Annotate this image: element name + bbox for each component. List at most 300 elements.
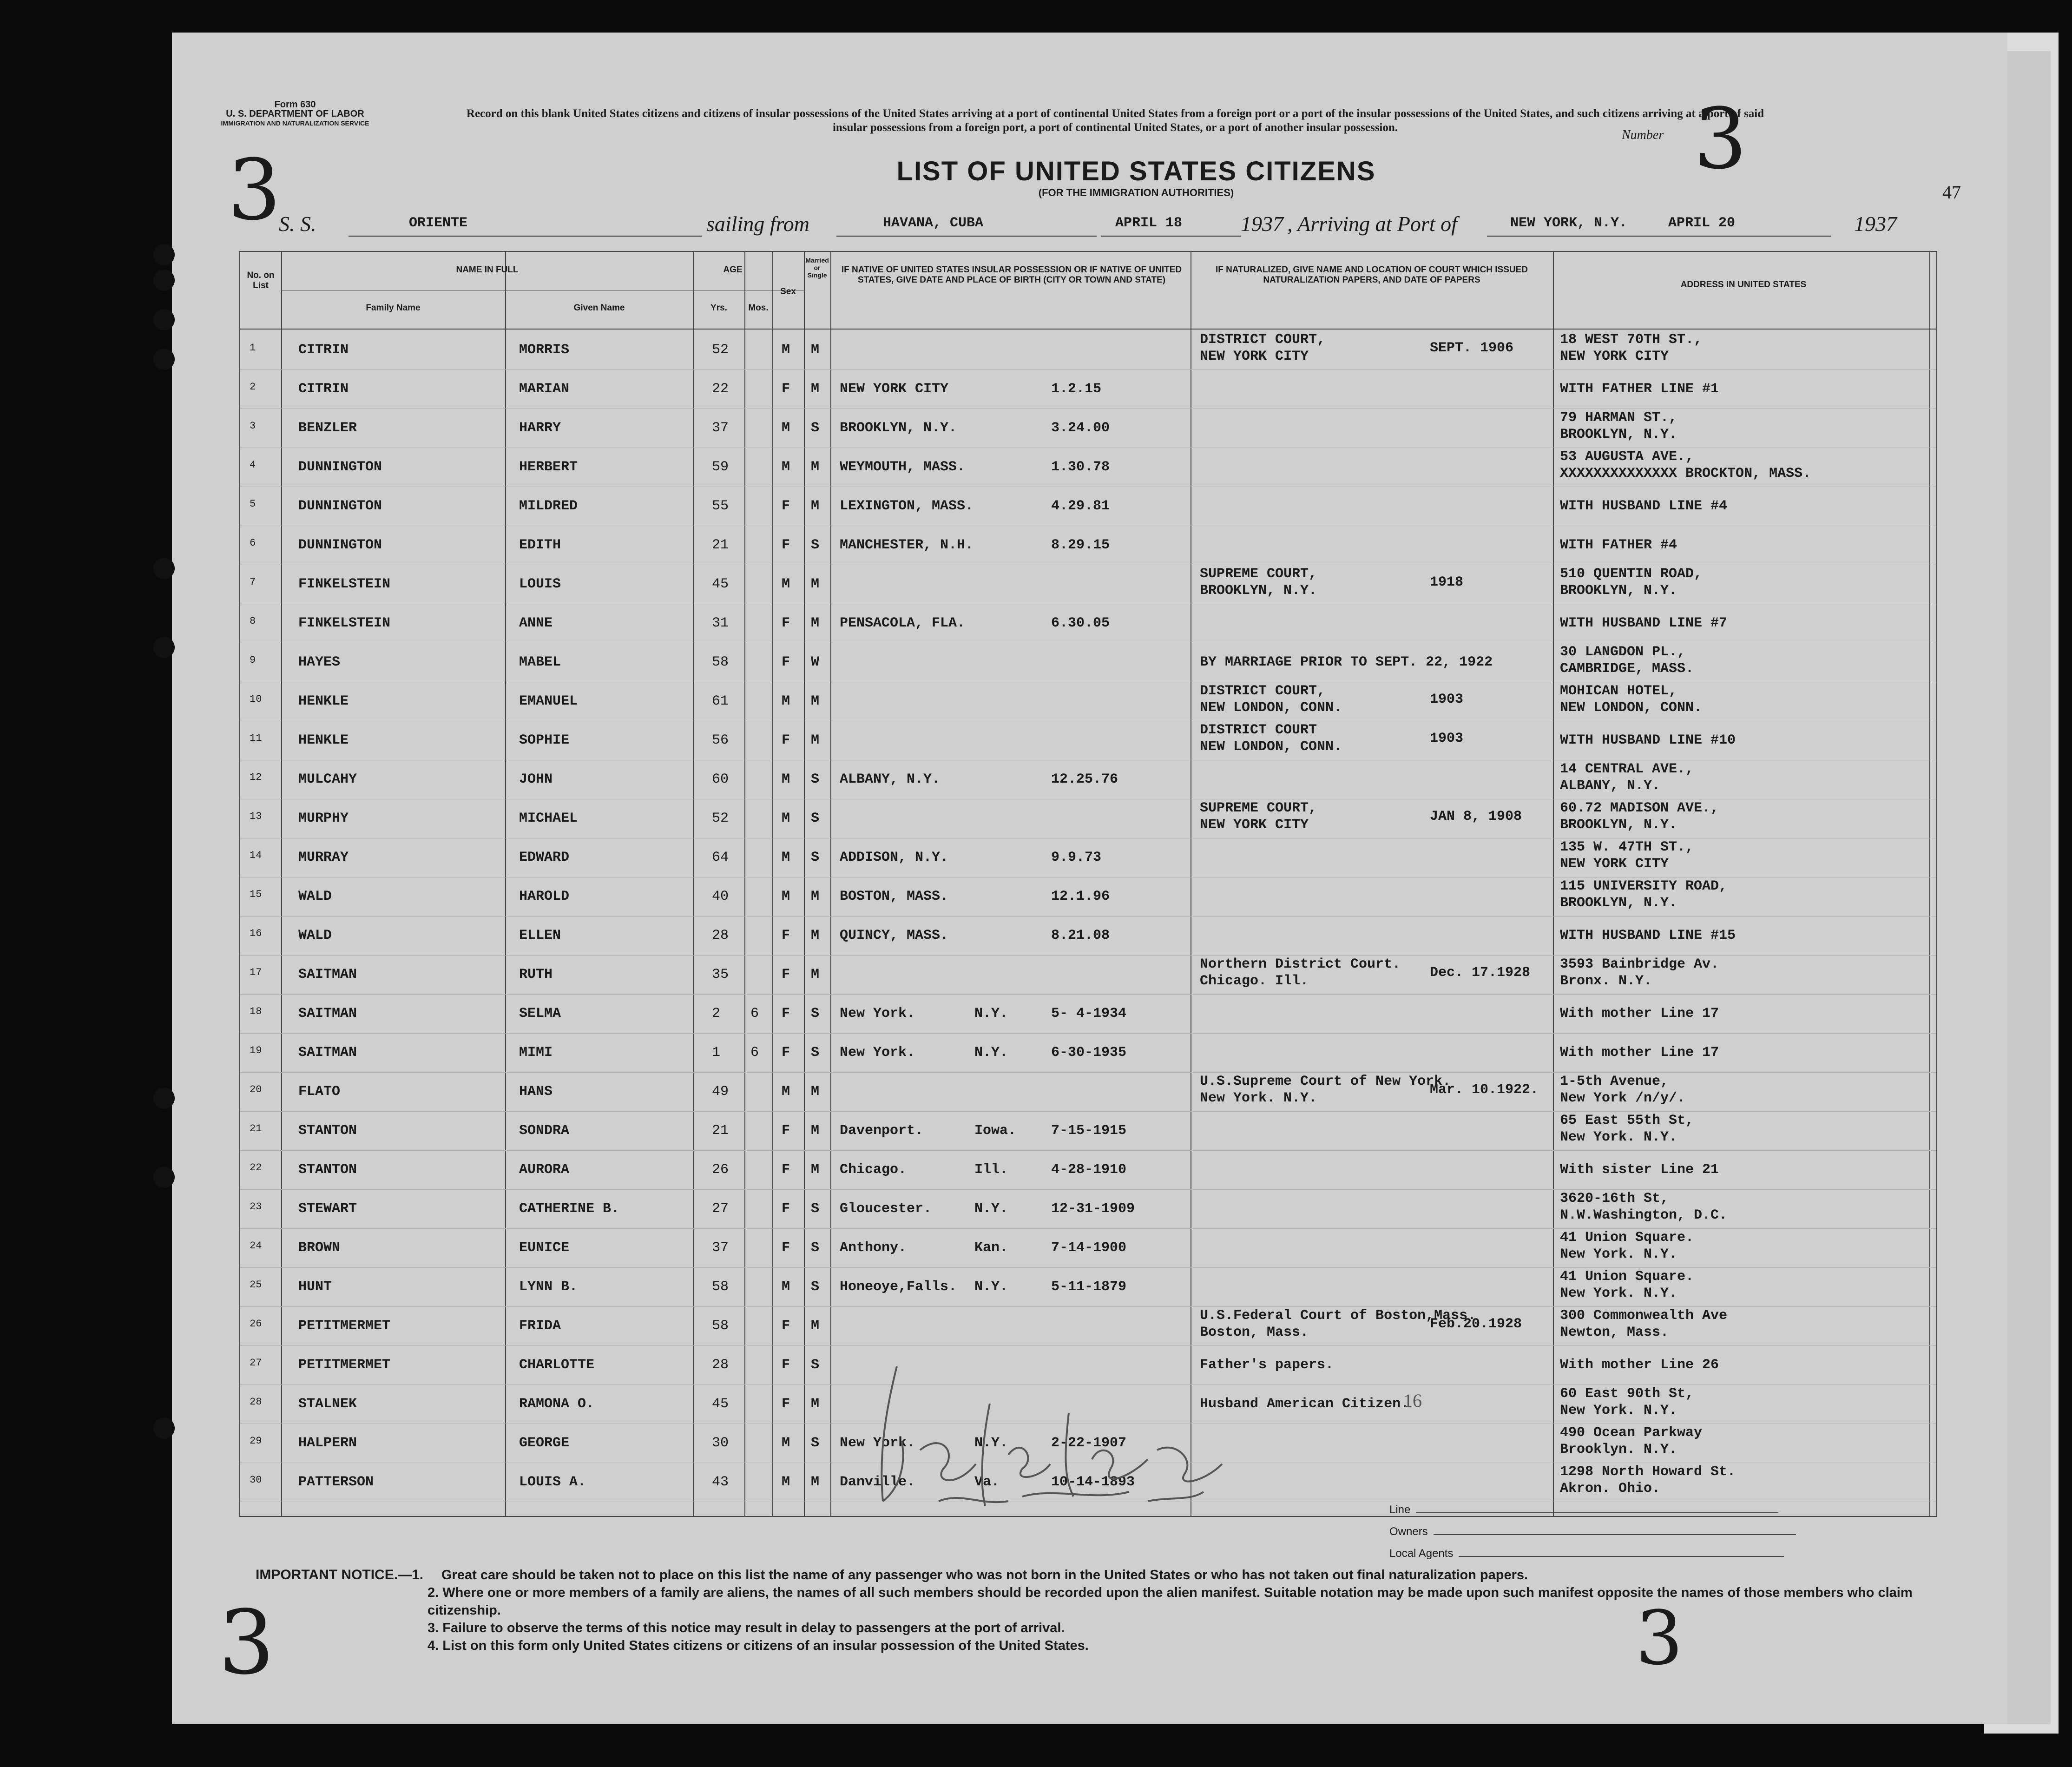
cell-sex: M	[782, 693, 790, 709]
cell-given: EUNICE	[519, 1240, 570, 1256]
cell-no: 6	[250, 537, 256, 549]
table-row	[240, 604, 1936, 641]
cell-given: HAROLD	[519, 889, 570, 904]
cell-court1: Husband American Citizen.	[1200, 1396, 1409, 1412]
cell-family: SAITMAN	[298, 967, 357, 982]
table-row	[240, 1112, 1936, 1149]
cell-ms: S	[811, 1240, 820, 1256]
cell-ms: S	[811, 1045, 820, 1061]
table-row	[240, 370, 1936, 407]
owners-label: Owners	[1389, 1525, 1428, 1538]
cell-birth-state: N.Y.	[974, 1201, 1008, 1217]
cell-court1: U.S.Federal Court of Boston,Mass.	[1200, 1308, 1476, 1324]
cell-no: 19	[250, 1045, 262, 1056]
cell-given: SELMA	[519, 1006, 561, 1022]
cell-family: WALD	[298, 889, 332, 904]
cell-yrs: 40	[712, 889, 729, 904]
cell-addr1: With mother Line 17	[1560, 1045, 1719, 1061]
cell-given: FRIDA	[519, 1318, 561, 1334]
cell-family: HALPERN	[298, 1435, 357, 1451]
cell-given: CATHERINE B.	[519, 1201, 620, 1217]
cell-court1: Northern District Court.	[1200, 956, 1401, 972]
arrive-date: APRIL 20	[1668, 215, 1736, 231]
cell-family: FLATO	[298, 1084, 341, 1100]
cell-yrs: 37	[712, 420, 729, 436]
cell-sex: M	[782, 850, 790, 865]
cell-ms: M	[811, 928, 820, 943]
cell-addr1: WITH FATHER LINE #1	[1560, 381, 1719, 397]
cell-no: 17	[250, 967, 262, 978]
cell-given: EDITH	[519, 537, 561, 553]
col-address: ADDRESS IN UNITED STATES	[1680, 280, 1807, 290]
cell-family: STALNEK	[298, 1396, 357, 1412]
cell-sex: F	[782, 732, 790, 748]
table-row	[240, 1034, 1936, 1071]
cell-birth-place: BOSTON, MASS.	[840, 889, 949, 904]
table-row	[240, 799, 1936, 837]
cell-ms: M	[811, 889, 820, 904]
cell-ms: M	[811, 1123, 820, 1139]
table-row	[240, 995, 1936, 1032]
cell-given: ANNE	[519, 615, 553, 631]
cell-no: 9	[250, 654, 256, 666]
cell-no: 8	[250, 615, 256, 627]
cell-birth-date: 7-14-1900	[1051, 1240, 1127, 1256]
cell-birth-place: Gloucester.	[840, 1201, 932, 1217]
cell-birth-date: 2-22-1907	[1051, 1435, 1127, 1451]
cell-court-date: JAN 8, 1908	[1430, 809, 1522, 824]
form-number	[218, 100, 372, 128]
cell-sex: F	[782, 1045, 790, 1061]
cell-court2: NEW YORK CITY	[1200, 349, 1309, 364]
cell-given: MORRIS	[519, 342, 570, 358]
cell-given: HANS	[519, 1084, 553, 1100]
cell-birth-date: 8.21.08	[1051, 928, 1110, 943]
cell-addr1: 65 East 55th St,	[1560, 1113, 1694, 1128]
col-naturalized: IF NATURALIZED, GIVE NAME AND LOCATION OF COURT WHICH ISSUED NATURALIZATION PAPERS, AND DATE OF PAPERS	[1215, 265, 1528, 285]
cell-court1: SUPREME COURT,	[1200, 566, 1317, 582]
cell-sex: F	[782, 615, 790, 631]
table-row	[240, 331, 1936, 368]
cell-addr2: NEW YORK CITY	[1560, 856, 1669, 872]
cell-family: DUNNINGTON	[298, 498, 382, 514]
cell-ms: M	[811, 1162, 820, 1178]
punch-hole	[153, 1418, 175, 1439]
cell-sex: M	[782, 459, 790, 475]
cell-birth-date: 8.29.15	[1051, 537, 1110, 553]
document-title: LIST OF UNITED STATES CITIZENS	[896, 156, 1376, 186]
cell-birth-date: 7-15-1915	[1051, 1123, 1127, 1139]
cell-ms: S	[811, 811, 820, 826]
cell-addr1: 1298 North Howard St.	[1560, 1464, 1736, 1480]
table-row	[240, 1073, 1936, 1110]
cell-birth-place: Danville.	[840, 1474, 915, 1490]
cell-given: JOHN	[519, 771, 553, 787]
punch-hole	[153, 244, 175, 265]
cell-no: 26	[250, 1318, 262, 1330]
cell-addr2: CAMBRIDGE, MASS.	[1560, 661, 1694, 677]
cell-mos: 6	[750, 1045, 759, 1061]
cell-sex: M	[782, 420, 790, 436]
cell-no: 13	[250, 811, 262, 822]
port-from: HAVANA, CUBA	[883, 215, 984, 231]
cell-sex: M	[782, 1084, 790, 1100]
cell-addr2: New York. N.Y.	[1560, 1403, 1677, 1418]
depart-date: APRIL 18	[1115, 215, 1183, 231]
cell-sex: M	[782, 1279, 790, 1295]
cell-family: MULCAHY	[298, 771, 357, 787]
cell-no: 7	[250, 576, 256, 588]
cell-yrs: 52	[712, 342, 729, 358]
cell-no: 11	[250, 732, 262, 744]
cell-yrs: 59	[712, 459, 729, 475]
cell-addr1: WITH FATHER #4	[1560, 537, 1677, 553]
cell-court-date: 1903	[1430, 692, 1464, 707]
cell-addr1: With mother Line 17	[1560, 1006, 1719, 1022]
cell-sex: F	[782, 1357, 790, 1373]
cell-no: 12	[250, 771, 262, 783]
cell-family: HENKLE	[298, 732, 349, 748]
col-family: Family Name	[366, 303, 421, 313]
cell-birth-place: New York.	[840, 1006, 915, 1022]
sailing-label: sailing from	[706, 212, 809, 236]
cell-no: 29	[250, 1435, 262, 1447]
cell-no: 25	[250, 1279, 262, 1291]
table-row	[240, 487, 1936, 524]
table-row	[240, 760, 1936, 798]
cell-given: MILDRED	[519, 498, 578, 514]
cell-yrs: 1	[712, 1045, 721, 1061]
cell-yrs: 56	[712, 732, 729, 748]
cell-given: RAMONA O.	[519, 1396, 595, 1412]
cell-sex: F	[782, 1006, 790, 1022]
cell-court1: DISTRICT COURT,	[1200, 683, 1326, 699]
cell-ms: M	[811, 1396, 820, 1412]
cell-family: MURPHY	[298, 811, 349, 826]
cell-addr1: 60.72 MADISON AVE.,	[1560, 800, 1719, 816]
cell-birth-state: Ill.	[974, 1162, 1008, 1178]
cell-addr2: N.W.Washington, D.C.	[1560, 1207, 1728, 1223]
cell-addr1: WITH HUSBAND LINE #10	[1560, 732, 1736, 748]
owners-underline	[1434, 1534, 1796, 1535]
cell-court-date: SEPT. 1906	[1430, 340, 1514, 356]
cell-sex: M	[782, 771, 790, 787]
cell-ms: S	[811, 771, 820, 787]
punch-hole	[153, 558, 175, 579]
cell-no: 10	[250, 693, 262, 705]
cell-birth-place: ADDISON, N.Y.	[840, 850, 949, 865]
cell-ms: S	[811, 1357, 820, 1373]
cell-sex: F	[782, 1162, 790, 1178]
cell-yrs: 27	[712, 1201, 729, 1217]
cell-family: PETITMERMET	[298, 1318, 391, 1334]
col-age: AGE	[723, 265, 743, 275]
cell-ms: S	[811, 537, 820, 553]
cell-yrs: 21	[712, 1123, 729, 1139]
cell-addr2: BROOKLYN, N.Y.	[1560, 817, 1677, 833]
cell-court2: NEW LONDON, CONN.	[1200, 739, 1342, 755]
col-no: No. on List	[247, 270, 275, 290]
cell-court-date: 1903	[1430, 731, 1464, 746]
cell-addr2: Newton, Mass.	[1560, 1325, 1669, 1340]
cell-ms: S	[811, 1279, 820, 1295]
cell-given: RUTH	[519, 967, 553, 982]
cell-ms: M	[811, 342, 820, 358]
date-underline	[1101, 236, 1241, 237]
header-bottom-rule	[240, 329, 1936, 330]
cell-court1: BY MARRIAGE PRIOR TO SEPT. 22, 1922	[1200, 654, 1493, 670]
cell-ms: M	[811, 381, 820, 397]
stamp-number: 16	[1403, 1390, 1422, 1411]
cell-ms: S	[811, 850, 820, 865]
cell-given: SOPHIE	[519, 732, 570, 748]
arrive-year: 1937	[1854, 212, 1897, 236]
cell-birth-place: Chicago.	[840, 1162, 907, 1178]
instruction-notice: Record on this blank United States citizens and citizens of insular possessions of the United States arriving at a port of continental United States from a foreign port or a port of the insular possessions of the United States, and such citizens arriving at a port of said insular possessions from a foreign port, a port of continental United States, or a port of another insular possession.	[466, 107, 1764, 134]
cell-birth-place: BROOKLYN, N.Y.	[840, 420, 957, 436]
from-underline	[836, 236, 1097, 237]
cell-yrs: 37	[712, 1240, 729, 1256]
cell-no: 23	[250, 1201, 262, 1213]
cell-no: 30	[250, 1474, 262, 1486]
cell-birth-state: N.Y.	[974, 1435, 1008, 1451]
line-label: Line	[1389, 1503, 1411, 1516]
agents-underline	[1459, 1556, 1784, 1557]
cell-addr1: 135 W. 47TH ST.,	[1560, 839, 1694, 855]
cell-no: 21	[250, 1123, 262, 1134]
cell-addr1: MOHICAN HOTEL,	[1560, 683, 1677, 699]
cell-court1: DISTRICT COURT	[1200, 722, 1317, 738]
cell-yrs: 45	[712, 576, 729, 592]
table-row	[240, 643, 1936, 680]
department-text: U. S. DEPARTMENT OF LABOR	[226, 109, 364, 119]
cell-birth-place: New York.	[840, 1045, 915, 1061]
cell-addr1: 18 WEST 70TH ST.,	[1560, 332, 1703, 348]
cell-no: 2	[250, 381, 256, 393]
punch-hole	[153, 1088, 175, 1109]
cell-birth-place: PENSACOLA, FLA.	[840, 615, 966, 631]
cell-family: SAITMAN	[298, 1006, 357, 1022]
cell-court-date: Feb.20.1928	[1430, 1316, 1522, 1332]
cell-birth-date: 5-11-1879	[1051, 1279, 1127, 1295]
cell-family: CITRIN	[298, 342, 349, 358]
cell-ms: W	[811, 654, 820, 670]
cell-yrs: 2	[712, 1006, 721, 1022]
cell-yrs: 35	[712, 967, 729, 982]
cell-sex: M	[782, 889, 790, 904]
cell-family: CITRIN	[298, 381, 349, 397]
cell-ms: M	[811, 1474, 820, 1490]
cell-family: FINKELSTEIN	[298, 615, 391, 631]
cell-yrs: 21	[712, 537, 729, 553]
cell-addr1: 53 AUGUSTA AVE.,	[1560, 449, 1694, 465]
table-row	[240, 409, 1936, 446]
punch-hole	[153, 309, 175, 330]
cell-court2: Boston, Mass.	[1200, 1325, 1309, 1340]
cell-sex: F	[782, 498, 790, 514]
cell-given: AURORA	[519, 1162, 570, 1178]
cell-family: STEWART	[298, 1201, 357, 1217]
punch-hole	[153, 1167, 175, 1188]
cell-addr1: 300 Commonwealth Ave	[1560, 1308, 1728, 1324]
cell-no: 14	[250, 850, 262, 861]
col-married: Married or Single	[805, 257, 829, 279]
cell-addr1: 41 Union Square.	[1560, 1230, 1694, 1246]
cell-given: EMANUEL	[519, 693, 578, 709]
cell-given: GEORGE	[519, 1435, 570, 1451]
cell-addr1: WITH HUSBAND LINE #7	[1560, 615, 1728, 631]
cell-birth-place: Davenport.	[840, 1123, 924, 1139]
col-birth: IF NATIVE OF UNITED STATES INSULAR POSSESSION OR IF NATIVE OF UNITED STATES, GIVE DATE AND PLACE OF BIRTH (CITY OR TOWN AND STATE)	[841, 265, 1182, 285]
cell-addr1: With mother Line 26	[1560, 1357, 1719, 1373]
cell-family: BROWN	[298, 1240, 341, 1256]
ss-label: S. S.	[279, 212, 316, 236]
col-given: Given Name	[573, 303, 625, 313]
cell-no: 18	[250, 1006, 262, 1017]
cell-birth-date: 4-28-1910	[1051, 1162, 1127, 1178]
arrive-underline	[1487, 236, 1831, 237]
cell-court-date: Dec. 17.1928	[1430, 965, 1531, 981]
cell-sex: F	[782, 1318, 790, 1334]
punch-hole	[153, 270, 175, 291]
cell-no: 20	[250, 1084, 262, 1095]
col-yrs: Yrs.	[710, 303, 727, 313]
cell-birth-date: 9.9.73	[1051, 850, 1102, 865]
cell-ms: M	[811, 693, 820, 709]
cell-sex: M	[782, 1435, 790, 1451]
cell-no: 3	[250, 420, 256, 432]
cell-sex: F	[782, 1123, 790, 1139]
notice-item-4: 4. List on this form only United States citizens or citizens of an insular possession of the United States.	[428, 1638, 1089, 1653]
cell-no: 1	[250, 342, 256, 354]
cell-addr2: NEW YORK CITY	[1560, 349, 1669, 364]
cell-yrs: 58	[712, 1279, 729, 1295]
cell-yrs: 28	[712, 928, 729, 943]
cell-birth-state: N.Y.	[974, 1279, 1008, 1295]
owners-field	[1389, 1521, 1796, 1543]
cell-sex: M	[782, 811, 790, 826]
table-row	[240, 682, 1936, 719]
table-row	[240, 1190, 1936, 1227]
cell-birth-date: 1.30.78	[1051, 459, 1110, 475]
cell-birth-date: 6-30-1935	[1051, 1045, 1127, 1061]
col-sex: Sex	[780, 287, 796, 297]
col-name-in-full: NAME IN FULL	[456, 265, 519, 275]
table-row	[240, 1151, 1936, 1188]
cell-addr1: 30 LANGDON PL.,	[1560, 644, 1686, 660]
cell-yrs: 28	[712, 1357, 729, 1373]
cell-yrs: 45	[712, 1396, 729, 1412]
cell-birth-date: 12-31-1909	[1051, 1201, 1135, 1217]
line-field	[1389, 1499, 1796, 1521]
col-mos: Mos.	[748, 303, 769, 313]
table-row	[240, 877, 1936, 915]
cell-birth-place: Anthony.	[840, 1240, 907, 1256]
cell-mos: 6	[750, 1006, 759, 1022]
cell-addr2: BROOKLYN, N.Y.	[1560, 427, 1677, 442]
cell-sex: M	[782, 1474, 790, 1490]
notice-heading: IMPORTANT NOTICE.—1.	[256, 1567, 424, 1582]
cell-addr2: New York /n/y/.	[1560, 1090, 1686, 1106]
cell-court2: NEW YORK CITY	[1200, 817, 1309, 833]
cell-birth-place: NEW YORK CITY	[840, 381, 949, 397]
cell-sex: M	[782, 342, 790, 358]
handwritten-signature	[869, 1348, 1287, 1524]
cell-ms: S	[811, 420, 820, 436]
notice-item-3: 3. Failure to observe the terms of this notice may result in delay to passengers at the port of arrival.	[428, 1621, 1065, 1635]
cell-court2: NEW LONDON, CONN.	[1200, 700, 1342, 716]
cell-sex: F	[782, 1396, 790, 1412]
cell-given: HERBERT	[519, 459, 578, 475]
cell-given: MICHAEL	[519, 811, 578, 826]
cell-yrs: 64	[712, 850, 729, 865]
cell-birth-date: 1.2.15	[1051, 381, 1102, 397]
cell-birth-state: Kan.	[974, 1240, 1008, 1256]
cell-addr1: 490 Ocean Parkway	[1560, 1425, 1703, 1441]
cell-given: LYNN B.	[519, 1279, 578, 1295]
cell-given: CHARLOTTE	[519, 1357, 595, 1373]
cell-addr2: ALBANY, N.Y.	[1560, 778, 1661, 794]
cell-court1: U.S.Supreme Court of New York.	[1200, 1074, 1451, 1089]
table-row	[240, 838, 1936, 876]
cell-no: 24	[250, 1240, 262, 1252]
cell-court-date: Mar. 10.1922.	[1430, 1082, 1539, 1098]
cell-birth-date: 12.25.76	[1051, 771, 1118, 787]
cell-addr2: Bronx. N.Y.	[1560, 973, 1652, 989]
cell-given: LOUIS	[519, 576, 561, 592]
ship-name: ORIENTE	[409, 215, 468, 231]
table-row	[240, 1307, 1936, 1344]
cell-addr2: New York. N.Y.	[1560, 1246, 1677, 1262]
cell-yrs: 22	[712, 381, 729, 397]
notice-item-2: 2. Where one or more members of a family are aliens, the names of all such members should be recorded upon the alien manifest. Suitable notation may be made upon such manifest opposite the names of those members who claim citizenship.	[428, 1585, 1913, 1618]
cell-given: ELLEN	[519, 928, 561, 943]
cell-no: 28	[250, 1396, 262, 1408]
number-label: Number	[1622, 128, 1664, 142]
cell-birth-date: 3.24.00	[1051, 420, 1110, 436]
punch-hole	[153, 349, 175, 370]
cell-ms: M	[811, 1084, 820, 1100]
cell-family: BENZLER	[298, 420, 357, 436]
cell-yrs: 58	[712, 654, 729, 670]
cell-given: SONDRA	[519, 1123, 570, 1139]
cell-given: EDWARD	[519, 850, 570, 865]
cell-addr1: With sister Line 21	[1560, 1162, 1719, 1178]
cell-yrs: 43	[712, 1474, 729, 1490]
cell-birth-place: Honeoye,Falls.	[840, 1279, 957, 1295]
cell-family: HAYES	[298, 654, 341, 670]
cell-addr2: XXXXXXXXXXXXXX BROCKTON, MASS.	[1560, 466, 1811, 481]
cell-addr1: WITH HUSBAND LINE #15	[1560, 928, 1736, 943]
cell-addr1: 510 QUENTIN ROAD,	[1560, 566, 1703, 582]
cell-given: LOUIS A.	[519, 1474, 586, 1490]
cell-addr1: 3593 Bainbridge Av.	[1560, 956, 1719, 972]
cell-birth-date: 12.1.96	[1051, 889, 1110, 904]
cell-sex: F	[782, 537, 790, 553]
cell-ms: M	[811, 459, 820, 475]
cell-birth-date: 10-14-1893	[1051, 1474, 1135, 1490]
cell-ms: M	[811, 615, 820, 631]
cell-court1: SUPREME COURT,	[1200, 800, 1317, 816]
cell-birth-state: N.Y.	[974, 1006, 1008, 1022]
table-row	[240, 956, 1936, 993]
cell-sex: F	[782, 1201, 790, 1217]
cell-addr2: Akron. Ohio.	[1560, 1481, 1661, 1497]
cell-court1: Father's papers.	[1200, 1357, 1334, 1373]
table-row	[240, 1229, 1936, 1266]
depart-year: 1937	[1241, 212, 1283, 236]
cell-no: 15	[250, 889, 262, 900]
